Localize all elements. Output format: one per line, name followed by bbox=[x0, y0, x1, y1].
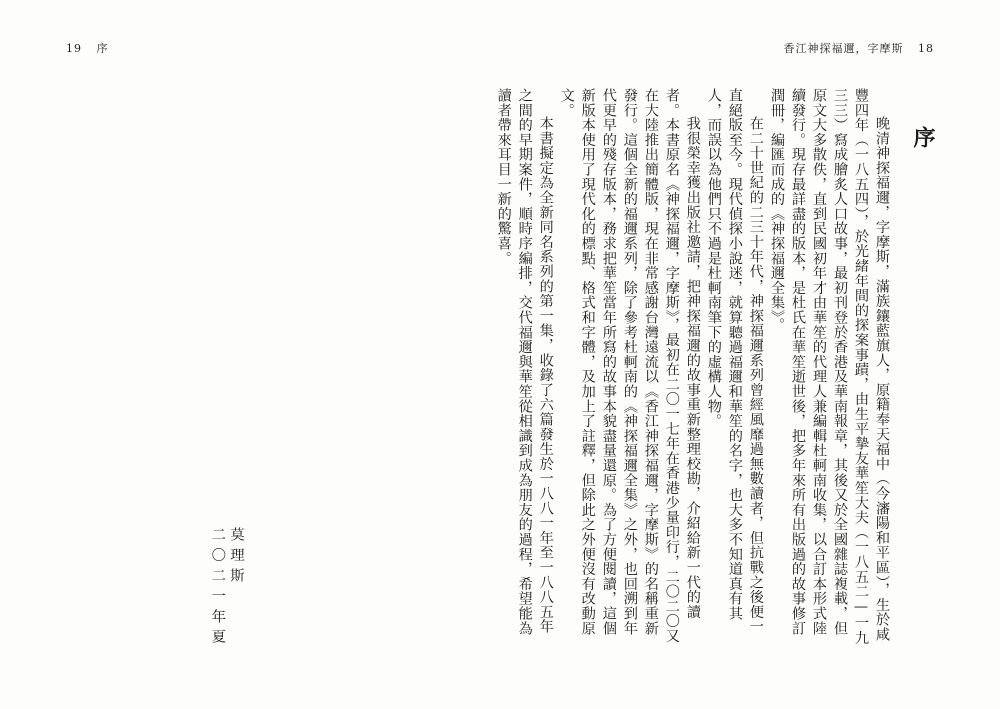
right-page-number: 18 bbox=[918, 42, 934, 55]
paragraph-4: 本書擬定為全新同名系列的第一集，收錄了六篇發生於一八八一年至一八八五年之間的早期案件，順時序編排，交代福邇與華笙從相識到成為朋友的過程，希望能為讀者帶來耳目一新的驚喜。 bbox=[495, 88, 554, 636]
paragraph-2: 在二十世紀的二三十年代，神探福邇系列曾經風靡過無數讀者，但抗戰之後便一直絕版至今。現代偵探小說迷，就算聽過福邇和華笙的名字，也大多不知道真有其人，而誤以為他們只不過是杜軻南筆下的虛構人物。 bbox=[705, 88, 764, 635]
preface-title: 序 bbox=[910, 126, 936, 148]
left-page-header bbox=[56, 40, 109, 56]
signature-block bbox=[208, 527, 245, 649]
signature-date: 二〇二一年夏 bbox=[209, 526, 226, 649]
right-running-title: 香江神探福邇，字摩斯 bbox=[783, 42, 904, 55]
left-running-title: 序 bbox=[96, 42, 109, 55]
paragraph-1: 晚清神探福邇，字摩斯，滿族鑲藍旗人，原籍奉天福中（今瀋陽和平區），生於咸豐四年（一八五四），於光緒年間的探案事蹟，由生平摯友華笙大夫（一八五二—一九三三）寫成膾炙人口故事，最初刊登於香港及華南報章，其後又於全國雜誌複載，但原文大多散佚，直到民國初年才由華笙的代理人兼編輯杜軻南收集，以合訂本形式陸續發行。現存最詳盡的版本，是杜氏在華笙逝世後，把多年來所有出版過的故事修訂潤冊，編匯而成的《神探福邇全集》。 bbox=[768, 88, 890, 646]
signature-author: 莫理斯 bbox=[228, 526, 244, 588]
preface-body bbox=[72, 88, 892, 648]
right-page-header bbox=[784, 40, 945, 56]
left-page-number: 19 bbox=[66, 42, 82, 55]
paragraph-3: 我很榮幸獲出版社邀請，把神探福邇的故事重新整理校勘，介紹給新一代的讀者。本書原名《神探福邇，字摩斯》，最初在二〇一七年在香港少量印行，二〇二〇又在大陸推出簡體版，現在非常感謝台灣遠流以《香江神探福邇，字摩斯》的名稱重新發行。這個全新的福邇系列，除了參考杜軻南的《神探福邇全集》之外，也回溯到年代更早的殘存版本，務求把華笙當年所寫的故事本貌盡量還原。為了方便閱讀，這個新版本使用了現代化的標點、格式和字體，及加上了註釋，但除此之外便沒有改動原文。 bbox=[558, 88, 701, 644]
